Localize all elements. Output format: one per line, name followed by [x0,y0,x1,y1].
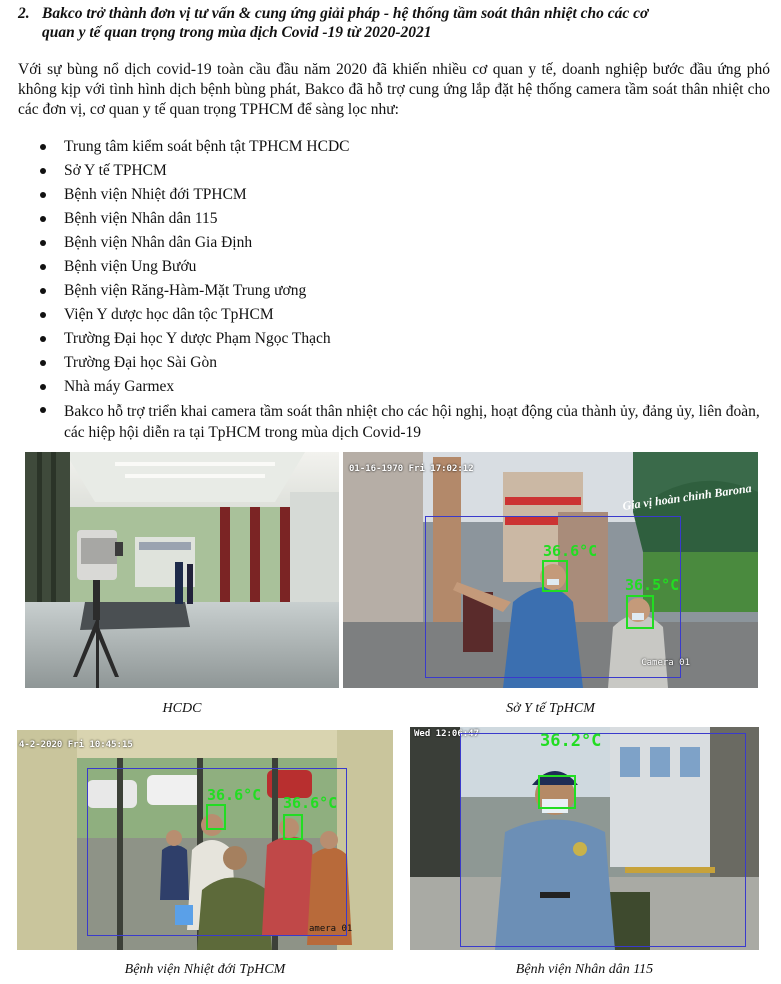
bullet-icon [40,360,46,366]
temperature-reading-1: 36.6°C [543,542,598,560]
hcdc-lobby-image [25,452,339,688]
list-item: Sở Y tế TPHCM [36,159,766,183]
photo-caption-so-y-te: Sở Y tế TpHCM [506,701,595,716]
bullet-icon [40,240,46,246]
bullet-icon [40,407,46,413]
list-item: Bệnh viện Răng-Hàm-Mặt Trung ương [36,279,766,303]
bullet-icon [40,264,46,270]
face-box-2 [283,814,303,840]
bullet-icon [40,216,46,222]
bullet-icon [40,336,46,342]
list-item: Bệnh viện Nhân dân Gia Định [36,231,766,255]
face-box-1 [206,804,226,830]
section-heading [18,4,768,42]
organization-list [36,135,766,443]
temperature-reading-1: 36.6°C [207,786,262,804]
photo-hcdc [25,452,339,688]
list-item: Bệnh viện Nhân dân 115 [36,207,766,231]
temperature-reading-2: 36.5°C [625,576,680,594]
shop-sign-text: Gia vị hoàn chỉnh Barona [621,481,753,513]
list-item: Trung tâm kiểm soát bệnh tật TPHCM HCDC [36,135,766,159]
face-box-1 [542,560,568,592]
camera-label: amera 01 [309,924,353,934]
detection-zone [460,733,746,947]
camera-timestamp: 4-2-2020 Fri 10:45:15 [19,740,133,750]
bullet-icon [40,192,46,198]
face-box-1 [538,775,576,809]
list-item: Bệnh viện Ung Bướu [36,255,766,279]
bullet-icon [40,144,46,150]
camera-timestamp: 01-16-1970 Fri 17:02:12 [349,464,474,474]
list-item: Bệnh viện Nhiệt đới TPHCM [36,183,766,207]
section-number: 2. [18,5,30,22]
bullet-icon [40,384,46,390]
photo-benh-vien-115 [410,727,759,950]
photo-caption-hcdc: HCDC [162,701,202,716]
bullet-icon [40,168,46,174]
photo-caption-115: Bệnh viện Nhân dân 115 [515,962,654,977]
heading-line-1: Bakco trở thành đơn vị tư vấn & cung ứng giải pháp - hệ thống tầm soát thân nhiệt cho các cơ [42,5,649,22]
list-item: Viện Y dược học dân tộc TpHCM [36,303,766,327]
photo-caption-nhiet-doi: Bệnh viện Nhiệt đới TpHCM [124,962,286,977]
face-box-2 [626,595,654,629]
camera-timestamp: Wed 12:06:47 [414,729,480,739]
temperature-reading-2: 36.6°C [283,794,338,812]
bullet-icon [40,288,46,294]
list-item: Nhà máy Garmex [36,375,766,399]
list-item: Trường Đại học Y dược Phạm Ngọc Thạch [36,327,766,351]
photo-benh-vien-nhiet-doi [17,730,393,950]
temperature-reading-1: 36.2°C [540,731,602,751]
list-item: Trường Đại học Sài Gòn [36,351,766,375]
bullet-icon [40,312,46,318]
photo-so-y-te [343,452,758,688]
list-item: Bakco hỗ trợ triển khai camera tầm soát thân nhiệt cho các hội nghị, hoạt động của thành ủy, đảng ủy, liên đoàn, các hiệp hội diễn ra tại TpHCM trong mùa dịch Covid-19 [36,399,766,443]
heading-line-2: quan y tế quan trọng trong mùa dịch Covid -19 từ 2020-2021 [42,24,432,41]
intro-paragraph: Với sự bùng nổ dịch covid-19 toàn cầu đầu năm 2020 đã khiến nhiều cơ quan y tế, doanh nghiệp bước đầu ứng phó không kịp với tình hình dịch bệnh bùng phát, Bakco đã hỗ trợ cung ứng lắp đặt hệ thống camera tầm soát thân nhiệt cho các đơn vị, cơ quan y tế quan trọng TPHCM để sàng lọc như: [18,61,770,118]
camera-label: Camera 01 [641,658,690,668]
